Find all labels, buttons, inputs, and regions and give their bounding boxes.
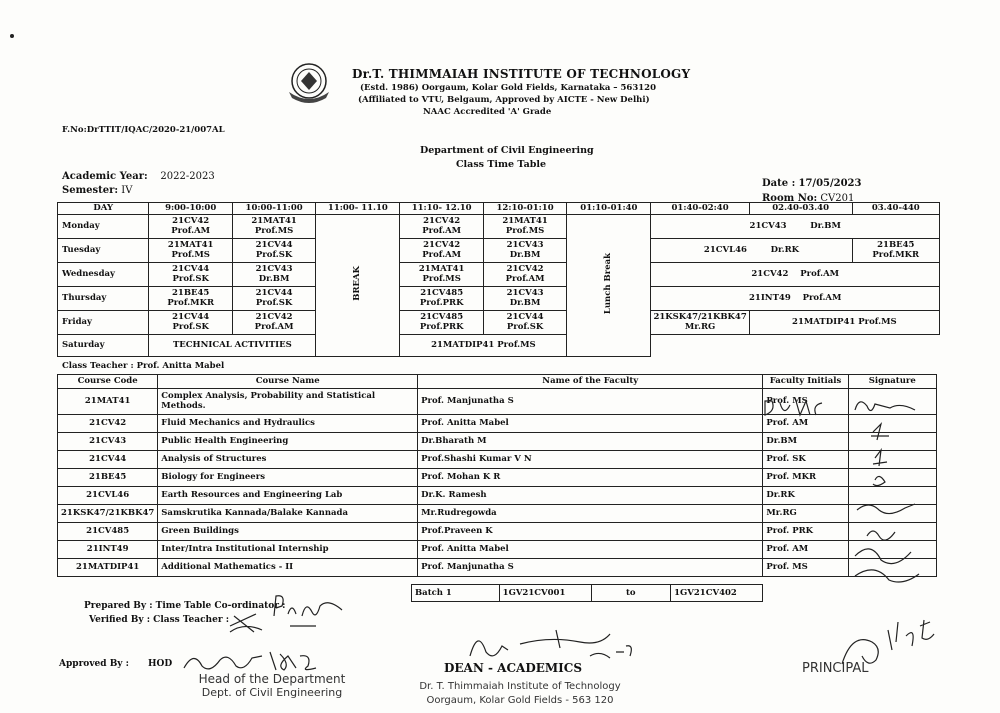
table-row — [58, 215, 940, 239]
header-course-name: Course Name — [158, 375, 418, 389]
institute-affiliation: (Affiliated to VTU, Belgaum, Approved by AICTE - New Delhi) — [358, 95, 650, 105]
semester: Semester: IV — [62, 185, 133, 196]
timetable-header-row — [58, 203, 940, 215]
header-slot: 12:10-01:10 — [483, 203, 566, 215]
batch-from: 1GV21CV001 — [499, 585, 591, 602]
class-timetable — [57, 202, 940, 357]
header-slot: 02.40-03.40 — [749, 203, 852, 215]
header-faculty-initials: Faculty Initials — [763, 375, 848, 389]
header-slot: 01:40-02:40 — [651, 203, 749, 215]
table-row: 21MATDIP41 Additional Mathematics - II Prof. Manjunatha S Prof. MS — [58, 559, 937, 577]
slot-cell: 21CV485 Prof.PRK — [400, 311, 483, 335]
batch-label: Batch 1 — [412, 585, 500, 602]
class-teacher: Class Teacher : Prof. Anitta Mabel — [62, 361, 225, 371]
scan-speck — [10, 34, 14, 38]
institute-accreditation: NAAC Accredited 'A' Grade — [423, 107, 552, 117]
header-slot: 01:10-01:40 — [567, 203, 651, 215]
day-cell: Friday — [58, 311, 149, 335]
empty-cell — [651, 335, 940, 357]
table-row — [58, 335, 940, 357]
day-cell: Tuesday — [58, 239, 149, 263]
slot-cell: 21MATDIP41 Prof.MS — [749, 311, 939, 335]
slot-cell: 21CV44 Prof.SK — [232, 239, 315, 263]
slot-cell: 21MAT41 Prof.MS — [149, 239, 232, 263]
slot-cell: 21CV42 Prof.AM — [400, 239, 483, 263]
table-row — [58, 239, 940, 263]
slot-cell: 21CV42 Prof.AM — [400, 215, 483, 239]
verified-by: Verified By : Class Teacher : — [89, 615, 230, 625]
hod-label: HOD — [148, 659, 173, 669]
slot-cell: 21CV42 Prof.AM — [149, 215, 232, 239]
table-row: 21MAT41 Complex Analysis, Probability and Statistical Methods. Prof. Manjunatha S Prof. MS — [58, 389, 937, 415]
department-name: Department of Civil Engineering — [420, 145, 594, 156]
table-row — [58, 287, 940, 311]
header-slot: 9:00-10:00 — [149, 203, 232, 215]
slot-cell: 21CV42 Prof.AM — [483, 263, 566, 287]
header-faculty-name: Name of the Faculty — [418, 375, 763, 389]
hod-stamp: Head of the Department Dept. of Civil Engineering — [198, 672, 346, 700]
prepared-by: Prepared By : Time Table Co-ordinator : — [84, 601, 286, 611]
table-row: 21CV44 Analysis of Structures Prof.Shashi Kumar V N Prof. SK — [58, 451, 937, 469]
slot-cell: 21KSK47/21KBK47 Mr.RG — [651, 311, 749, 335]
header-course-code: Course Code — [58, 375, 158, 389]
table-row: 21CV43 Public Health Engineering Dr.Bharath M Dr.BM — [58, 433, 937, 451]
slot-cell: 21MAT41 Prof.MS — [483, 215, 566, 239]
day-cell: Wednesday — [58, 263, 149, 287]
slot-cell: 21CV44 Prof.SK — [232, 287, 315, 311]
document-title: Class Time Table — [456, 159, 547, 170]
slot-cell: 21CV42 Prof.AM — [651, 263, 940, 287]
day-cell: Thursday — [58, 287, 149, 311]
slot-cell: 21MATDIP41 Prof.MS — [400, 335, 567, 357]
batch-to: 1GV21CV402 — [671, 585, 763, 602]
slot-cell: 21CV485 Prof.PRK — [400, 287, 483, 311]
slot-cell: 21CV44 Prof.SK — [149, 263, 232, 287]
table-row: 21CV485 Green Buildings Prof.Praveen K Prof. PRK — [58, 523, 937, 541]
table-row — [58, 263, 940, 287]
slot-cell: 21BE45 Prof.MKR — [852, 239, 939, 263]
institute-name: Dr.T. THIMMAIAH INSTITUTE OF TECHNOLOGY — [352, 67, 691, 81]
header-day: DAY — [58, 203, 149, 215]
table-row: 21CVL46 Earth Resources and Engineering Lab Dr.K. Ramesh Dr.RK — [58, 487, 937, 505]
table-row — [412, 585, 763, 602]
initials-handwriting — [760, 393, 830, 423]
batch-table — [411, 584, 763, 602]
coordinator-signature — [268, 586, 348, 631]
principal-label: PRINCIPAL — [802, 661, 869, 676]
institute-address: (Estd. 1986) Oorgaum, Kolar Gold Fields, Karnataka – 563120 — [360, 83, 657, 93]
slot-cell: 21CV43 Dr.BM — [232, 263, 315, 287]
slot-cell: 21CVL46 Dr.RK — [651, 239, 852, 263]
room-number: Room No: CV201 — [762, 193, 855, 204]
header-slot: 03.40-440 — [852, 203, 939, 215]
header-slot: 10:00-11:00 — [232, 203, 315, 215]
header-slot: 11:00- 11.10 — [316, 203, 400, 215]
faculty-signatures — [845, 390, 937, 590]
slot-cell: 21CV43 Dr.BM — [483, 239, 566, 263]
slot-cell: 21MAT41 Prof.MS — [400, 263, 483, 287]
slot-cell: 21CV43 Dr.BM — [651, 215, 940, 239]
document-date: Date : 17/05/2023 — [762, 178, 862, 189]
class-teacher-signature — [226, 608, 266, 638]
header-slot: 11:10- 12.10 — [400, 203, 483, 215]
institute-logo-icon — [284, 60, 334, 106]
course-header-row — [58, 375, 937, 389]
break-cell: BREAK — [316, 215, 400, 357]
dean-label: DEAN - ACADEMICS — [444, 661, 583, 675]
lunch-break-cell: Lunch Break — [567, 215, 651, 357]
dean-stamp: Dr. T. Thimmaiah Institute of Technology Oorgaum, Kolar Gold Fields - 563 120 — [419, 681, 621, 706]
approved-by: Approved By : — [59, 659, 129, 669]
slot-cell: TECHNICAL ACTIVITIES — [149, 335, 316, 357]
day-cell: Saturday — [58, 335, 149, 357]
academic-year: Academic Year: 2022-2023 — [62, 171, 215, 182]
slot-cell: 21CV43 Dr.BM — [483, 287, 566, 311]
table-row: 21CV42 Fluid Mechanics and Hydraulics Prof. Anitta Mabel Prof. AM — [58, 415, 937, 433]
slot-cell: 21BE45 Prof.MKR — [149, 287, 232, 311]
slot-cell: 21CV44 Prof.SK — [483, 311, 566, 335]
slot-cell: 21INT49 Prof.AM — [651, 287, 940, 311]
slot-cell: 21MAT41 Prof.MS — [232, 215, 315, 239]
table-row: 21BE45 Biology for Engineers Prof. Mohan K R Prof. MKR — [58, 469, 937, 487]
form-number: F.No:DrTTIT/IQAC/2020-21/007AL — [62, 125, 225, 135]
header-signature: Signature — [848, 375, 936, 389]
table-row: 21KSK47/21KBK47 Samskrutika Kannada/Balake Kannada Mr.Rudregowda Mr.RG — [58, 505, 937, 523]
batch-to-label: to — [591, 585, 671, 602]
day-cell: Monday — [58, 215, 149, 239]
slot-cell: 21CV44 Prof.SK — [149, 311, 232, 335]
slot-cell: 21CV42 Prof.AM — [232, 311, 315, 335]
table-row — [58, 311, 940, 335]
table-row: 21INT49 Inter/Intra Institutional Internship Prof. Anitta Mabel Prof. AM — [58, 541, 937, 559]
